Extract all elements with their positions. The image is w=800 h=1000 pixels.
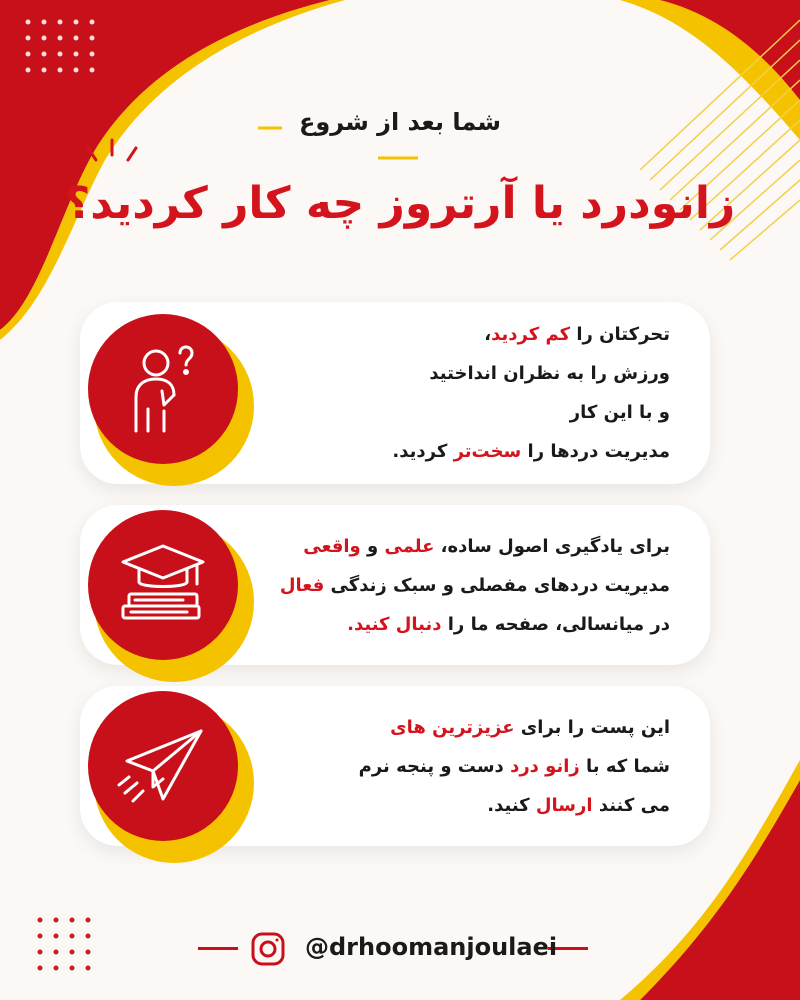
text-segment: تحرکتان را (570, 324, 670, 345)
card-line (370, 354, 670, 393)
text-segment: این پست را برای (514, 716, 670, 738)
card-text (279, 505, 670, 665)
icon-badge (88, 510, 248, 670)
info-card-1 (80, 302, 710, 484)
info-card-2 (80, 505, 710, 665)
text-segment: می کنند (592, 794, 670, 816)
card-line (370, 315, 670, 354)
footer (0, 925, 800, 975)
text-segment: و (360, 535, 385, 557)
card-text (358, 686, 670, 846)
subtitle: شما بعد از شروع (298, 108, 502, 136)
card-text (370, 302, 670, 484)
text-segment: دست و پنجه نرم (358, 755, 511, 777)
card-line (370, 708, 670, 747)
instagram-icon[interactable] (250, 931, 286, 967)
highlight-text: سخت‌تر (453, 441, 522, 462)
highlight-text: کم کردید (491, 324, 571, 345)
highlight-text: فعال (279, 574, 325, 596)
card-line (370, 393, 670, 432)
text-segment: ورزش را به نظران انداختید (429, 363, 670, 384)
text-segment: مدیریت دردهای مفصلی و سبک زندگی (324, 574, 670, 596)
icon-badge (88, 314, 248, 474)
card-line (347, 605, 670, 644)
highlight-text: علمی (384, 535, 435, 557)
text-segment: و با این کار (569, 402, 670, 423)
highlight-text: دنبال کنید. (347, 613, 442, 635)
text-segment: ، (484, 324, 492, 345)
thinking-person-question-icon (118, 339, 208, 439)
highlight-text: زانو درد (510, 755, 580, 777)
text-segment: در میانسالی، صفحه ما را (441, 613, 670, 635)
highlight-text: ارسال (535, 794, 593, 816)
instagram-handle[interactable]: @drhoomanjoulaei (305, 933, 558, 961)
paper-plane-icon (113, 721, 213, 811)
card-line (370, 786, 670, 825)
graduation-cap-books-icon (113, 540, 213, 630)
card-line (370, 432, 670, 471)
text-segment: مدیریت دردها را (521, 441, 670, 462)
text-segment: کردید. (392, 441, 454, 462)
card-line (279, 566, 670, 605)
highlight-text: واقعی (303, 535, 361, 557)
footer-divider-left (198, 947, 238, 950)
text-segment: کنید. (487, 794, 536, 816)
highlight-text: عزیزترین های (390, 716, 515, 738)
icon-badge (88, 691, 248, 851)
text-segment: برای یادگیری اصول ساده، (434, 535, 670, 557)
text-segment: شما که با (579, 755, 670, 777)
info-card-3 (80, 686, 710, 846)
card-line (358, 747, 670, 786)
page-title: زانودرد یا آرتروز چه کار کردید؟ (64, 178, 736, 229)
card-line (303, 527, 670, 566)
